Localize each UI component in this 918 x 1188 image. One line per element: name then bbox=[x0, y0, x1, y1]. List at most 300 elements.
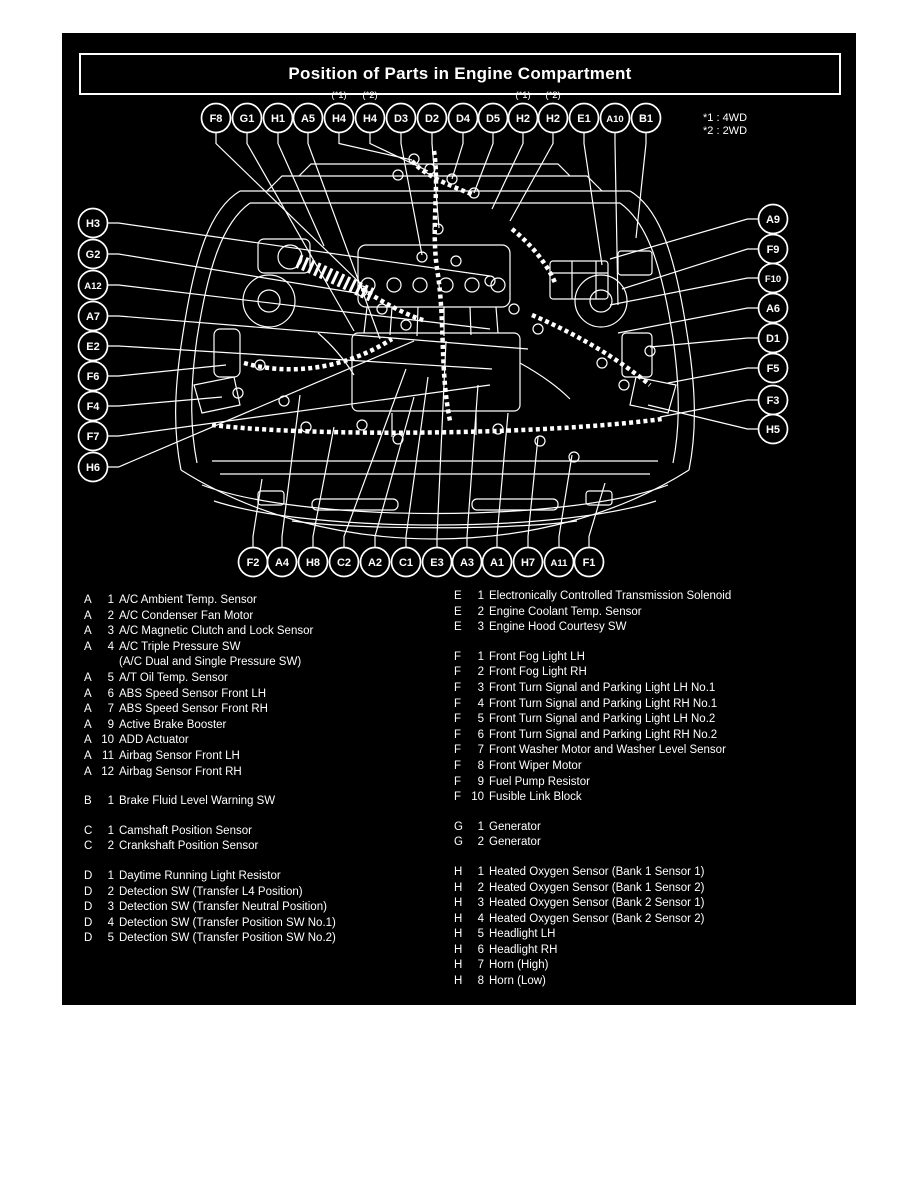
legend-code-number: 3 bbox=[107, 625, 114, 638]
legend-code-letter: A bbox=[84, 718, 92, 731]
callout-label: F6 bbox=[86, 370, 100, 383]
callout-label: E1 bbox=[577, 112, 591, 125]
legend-entry bbox=[84, 900, 446, 916]
callout-label: A4 bbox=[274, 556, 290, 569]
legend-code-letter: F bbox=[454, 713, 462, 726]
leader-line-d5 bbox=[474, 133, 493, 194]
callout-a5 bbox=[294, 104, 323, 133]
callout-label: H2 bbox=[515, 112, 531, 125]
legend-code-number: 5 bbox=[477, 713, 484, 726]
legend-code-letter: H bbox=[454, 865, 463, 878]
legend-code-number: 5 bbox=[107, 932, 114, 945]
legend-code-letter: F bbox=[454, 650, 462, 663]
legend-part-name: (A/C Dual and Single Pressure SW) bbox=[119, 656, 302, 669]
legend-part-name: Heated Oxygen Sensor (Bank 1 Sensor 2) bbox=[489, 881, 705, 894]
legend-code-number: 5 bbox=[477, 928, 484, 941]
legend-entry bbox=[454, 927, 846, 943]
legend-part-name: Horn (High) bbox=[489, 959, 549, 972]
leader-line-f5 bbox=[668, 368, 759, 383]
leader-line-f4 bbox=[108, 397, 223, 406]
legend-part-name: Crankshaft Position Sensor bbox=[119, 840, 259, 853]
legend-group-e bbox=[454, 589, 846, 636]
callout-variant-note: (*1) bbox=[331, 90, 347, 101]
leader-line-h2 bbox=[510, 133, 553, 222]
legend-code-letter bbox=[84, 655, 94, 671]
legend-code-number: 1 bbox=[477, 865, 484, 878]
legend-part-name: Airbag Sensor Front RH bbox=[119, 765, 242, 778]
callout-label: D3 bbox=[393, 112, 409, 125]
callout-h6 bbox=[79, 453, 108, 482]
leader-line-d1 bbox=[650, 338, 759, 347]
legend-code-number: 6 bbox=[107, 687, 114, 700]
callout-label: E3 bbox=[430, 556, 444, 569]
callout-c1 bbox=[392, 548, 421, 577]
callout-f3 bbox=[759, 386, 788, 415]
legend-part-name: ABS Speed Sensor Front RH bbox=[119, 703, 268, 716]
legend-part-name: A/C Magnetic Clutch and Lock Sensor bbox=[119, 625, 314, 638]
leader-line-a3 bbox=[467, 385, 478, 548]
note-2wd: *2 : 2WD bbox=[703, 125, 748, 137]
leader-line-e3 bbox=[437, 341, 446, 548]
legend-part-name: Heated Oxygen Sensor (Bank 2 Sensor 1) bbox=[489, 897, 705, 910]
legend-entry bbox=[454, 665, 846, 681]
legend-code-letter: E bbox=[454, 621, 462, 634]
legend-part-name: Front Turn Signal and Parking Light RH No.1 bbox=[489, 697, 718, 710]
legend-part-name: Generator bbox=[489, 836, 541, 849]
callout-label: F10 bbox=[764, 273, 782, 285]
legend-code-letter: F bbox=[454, 666, 462, 679]
legend-code-number: 8 bbox=[477, 975, 484, 988]
legend-code-number: 5 bbox=[107, 671, 114, 684]
callout-label: A2 bbox=[367, 556, 383, 569]
callout-a1 bbox=[483, 548, 512, 577]
legend-entry bbox=[454, 881, 846, 897]
leader-line-b1 bbox=[636, 133, 646, 239]
callout-label: C1 bbox=[398, 556, 414, 569]
legend-entry bbox=[84, 593, 446, 609]
legend-code-number: 1 bbox=[477, 590, 484, 602]
legend-code-number: 9 bbox=[107, 718, 114, 731]
leader-line-f10 bbox=[610, 278, 759, 305]
callout-h2 bbox=[509, 90, 538, 133]
legend-code-number: 7 bbox=[107, 703, 114, 716]
callout-d1 bbox=[759, 324, 788, 353]
legend-code-number: 12 bbox=[101, 765, 114, 778]
leader-line-a4 bbox=[282, 395, 300, 548]
legend-entry bbox=[84, 749, 446, 765]
legend-part-name: Headlight LH bbox=[489, 928, 556, 941]
callout-a4 bbox=[268, 548, 297, 577]
leader-line-d4 bbox=[452, 133, 463, 180]
legend-group-h bbox=[454, 865, 846, 990]
legend-code-letter: D bbox=[84, 916, 93, 929]
legend-code-number: 6 bbox=[477, 943, 484, 956]
legend-code-number: 4 bbox=[107, 640, 114, 653]
callout-h4 bbox=[356, 90, 385, 133]
leader-line-g2 bbox=[108, 254, 357, 293]
legend-code-letter: A bbox=[84, 703, 92, 716]
callout-label: A1 bbox=[489, 556, 505, 569]
callout-f7 bbox=[79, 422, 108, 451]
legend-part-name: Engine Coolant Temp. Sensor bbox=[489, 605, 642, 618]
callout-label: D4 bbox=[455, 112, 471, 125]
callout-label: A10 bbox=[606, 113, 624, 125]
callout-variant-note: (*1) bbox=[515, 90, 531, 101]
legend-code-number: 10 bbox=[471, 791, 484, 804]
legend-entry bbox=[84, 869, 446, 885]
legend-code-letter: A bbox=[84, 594, 92, 606]
legend-part-name: ADD Actuator bbox=[119, 734, 189, 747]
legend-code-letter: F bbox=[454, 791, 462, 804]
legend-code-number: 4 bbox=[477, 912, 484, 925]
legend-entry bbox=[84, 824, 446, 840]
callout-label: D5 bbox=[485, 112, 501, 125]
legend-part-name: ABS Speed Sensor Front LH bbox=[119, 687, 267, 700]
leader-line-c1 bbox=[406, 377, 428, 548]
legend-entry bbox=[454, 589, 846, 605]
legend-entry bbox=[84, 609, 446, 625]
callout-h7 bbox=[514, 548, 543, 577]
legend-entry bbox=[454, 820, 846, 836]
legend-entry bbox=[454, 896, 846, 912]
callout-d4 bbox=[449, 104, 478, 133]
legend-code-number: 2 bbox=[107, 609, 114, 622]
legend-code-letter: A bbox=[84, 749, 92, 762]
legend-code-letter: D bbox=[84, 932, 93, 945]
legend-part-name: Electronically Controlled Transmission Solenoid bbox=[489, 590, 732, 602]
legend-entry bbox=[84, 794, 446, 810]
legend-entry bbox=[454, 943, 846, 959]
legend-code-letter: A bbox=[84, 687, 92, 700]
legend-part-name: Detection SW (Transfer Position SW No.1) bbox=[119, 916, 336, 929]
page-title: Position of Parts in Engine Compartment bbox=[288, 64, 632, 83]
leader-line-f8 bbox=[216, 133, 362, 286]
callout-label: H4 bbox=[362, 112, 378, 125]
legend-part-name: A/C Condenser Fan Motor bbox=[119, 609, 254, 622]
legend-entry bbox=[454, 697, 846, 713]
callout-h5 bbox=[759, 415, 788, 444]
callout-label: A3 bbox=[459, 556, 475, 569]
callout-g2 bbox=[79, 240, 108, 269]
legend-code-number: 1 bbox=[107, 594, 114, 606]
legend-part-name: Airbag Sensor Front LH bbox=[119, 749, 240, 762]
legend-code-letter: H bbox=[454, 928, 463, 941]
callout-f5 bbox=[759, 354, 788, 383]
legend-code-letter: E bbox=[454, 605, 462, 618]
callout-label: H4 bbox=[331, 112, 347, 125]
legend-column-left bbox=[84, 593, 446, 961]
callout-d3 bbox=[387, 104, 416, 133]
leader-line-g1 bbox=[247, 133, 354, 332]
legend-part-name: Fusible Link Block bbox=[489, 791, 582, 804]
callout-label: D1 bbox=[765, 332, 781, 345]
callout-variant-note: (*2) bbox=[362, 90, 378, 101]
legend-code-number: 3 bbox=[477, 681, 484, 694]
legend-code-letter: A bbox=[84, 640, 92, 653]
leader-line-h2 bbox=[492, 133, 523, 210]
leader-line-d3 bbox=[401, 133, 422, 256]
legend-code-number: 4 bbox=[107, 916, 114, 929]
legend-code-number: 1 bbox=[107, 795, 114, 808]
legend-entry bbox=[84, 671, 446, 687]
callout-e2 bbox=[79, 332, 108, 361]
legend-entry bbox=[454, 620, 846, 636]
leader-line-h1 bbox=[278, 133, 324, 247]
legend-entry bbox=[454, 974, 846, 990]
callout-label: C2 bbox=[336, 556, 352, 569]
callout-h8 bbox=[299, 548, 328, 577]
legend-part-name: Detection SW (Transfer L4 Position) bbox=[119, 885, 303, 898]
legend-entry bbox=[454, 728, 846, 744]
callout-label: A12 bbox=[84, 280, 102, 292]
legend-entry bbox=[454, 958, 846, 974]
legend-code-number: 2 bbox=[107, 840, 114, 853]
callout-h4 bbox=[325, 90, 354, 133]
legend-entry bbox=[84, 624, 446, 640]
legend-part-name: Detection SW (Transfer Position SW No.2) bbox=[119, 932, 336, 945]
legend-part-name: Front Fog Light LH bbox=[489, 650, 585, 663]
callout-label: F1 bbox=[582, 556, 596, 569]
legend-code-number: 7 bbox=[477, 744, 484, 757]
note-4wd: *1 : 4WD bbox=[703, 112, 748, 124]
legend-code-number: 1 bbox=[107, 869, 114, 882]
legend-part-name: Front Turn Signal and Parking Light LH No.2 bbox=[489, 713, 716, 726]
legend-entry bbox=[454, 912, 846, 928]
legend-code-letter: A bbox=[84, 765, 92, 778]
legend-entry bbox=[84, 885, 446, 901]
legend-entry bbox=[84, 765, 446, 781]
leader-line-f3 bbox=[660, 400, 759, 417]
callout-f8 bbox=[202, 104, 231, 133]
legend-group-d bbox=[84, 869, 446, 947]
legend-code-number: 7 bbox=[477, 959, 484, 972]
legend-code-letter: H bbox=[454, 943, 463, 956]
callout-f4 bbox=[79, 392, 108, 421]
callout-a12 bbox=[79, 271, 108, 300]
callout-g1 bbox=[233, 104, 262, 133]
callout-f10 bbox=[759, 264, 788, 293]
legend-code-letter: H bbox=[454, 881, 463, 894]
leader-line-f2 bbox=[253, 479, 262, 548]
leader-line-a11 bbox=[559, 455, 572, 548]
legend-code-number: 11 bbox=[102, 749, 114, 762]
legend-code-number: 2 bbox=[477, 666, 484, 679]
legend-code-number bbox=[99, 655, 114, 671]
legend-part-name: Headlight RH bbox=[489, 943, 558, 956]
callout-label: H5 bbox=[765, 423, 781, 436]
legend-part-name: Horn (Low) bbox=[489, 975, 546, 988]
legend-code-number: 2 bbox=[477, 836, 484, 849]
legend-entry bbox=[84, 839, 446, 855]
legend-part-name: Front Washer Motor and Washer Level Sensor bbox=[489, 744, 726, 757]
legend-part-name: Heated Oxygen Sensor (Bank 1 Sensor 1) bbox=[489, 865, 705, 878]
legend-entry bbox=[454, 835, 846, 851]
legend-code-number: 4 bbox=[477, 697, 484, 710]
legend-entry bbox=[454, 681, 846, 697]
callout-label: F7 bbox=[86, 430, 100, 443]
legend-entry bbox=[454, 759, 846, 775]
callout-label: A5 bbox=[300, 112, 316, 125]
callout-label: B1 bbox=[638, 112, 654, 125]
callout-a3 bbox=[453, 548, 482, 577]
legend-code-letter: F bbox=[454, 744, 462, 757]
legend-entry bbox=[84, 733, 446, 749]
legend-part-name: Heated Oxygen Sensor (Bank 2 Sensor 2) bbox=[489, 912, 705, 925]
legend-code-number: 10 bbox=[101, 734, 114, 747]
legend-entry bbox=[84, 687, 446, 703]
legend-code-number: 6 bbox=[477, 728, 484, 741]
legend-code-number: 2 bbox=[477, 605, 484, 618]
callout-label: H3 bbox=[85, 217, 101, 230]
callout-label: H8 bbox=[305, 556, 321, 569]
legend-code-letter: H bbox=[454, 959, 463, 972]
legend-entry bbox=[454, 712, 846, 728]
callout-label: A6 bbox=[765, 302, 781, 315]
callout-label: F3 bbox=[766, 394, 780, 407]
legend-part-name: Detection SW (Transfer Neutral Position) bbox=[119, 901, 327, 914]
legend-part-name: Front Turn Signal and Parking Light LH No.1 bbox=[489, 681, 716, 694]
callout-c2 bbox=[330, 548, 359, 577]
callout-label: F8 bbox=[209, 112, 223, 125]
callout-a7 bbox=[79, 302, 108, 331]
legend-entry bbox=[84, 702, 446, 718]
callout-label: A7 bbox=[85, 310, 101, 323]
legend-code-letter: C bbox=[84, 824, 93, 837]
legend-code-number: 1 bbox=[477, 650, 484, 663]
callout-a11 bbox=[545, 548, 574, 577]
legend-code-letter: A bbox=[84, 609, 92, 622]
legend-part-name: Front Turn Signal and Parking Light RH No.2 bbox=[489, 728, 718, 741]
legend-group-g bbox=[454, 820, 846, 851]
legend-part-name: Fuel Pump Resistor bbox=[489, 775, 590, 788]
legend-entry bbox=[454, 790, 846, 806]
legend-code-letter: F bbox=[454, 775, 462, 788]
leader-line-e2 bbox=[108, 346, 493, 369]
legend-part-name: A/C Triple Pressure SW bbox=[119, 640, 241, 653]
legend-group-b bbox=[84, 794, 446, 810]
leader-line-e1 bbox=[584, 133, 602, 266]
legend-entry bbox=[454, 775, 846, 791]
legend-code-letter: D bbox=[84, 885, 93, 898]
callout-e1 bbox=[570, 104, 599, 133]
legend-entry bbox=[84, 931, 446, 947]
callout-label: G1 bbox=[239, 112, 255, 125]
legend-entry bbox=[84, 916, 446, 932]
legend-part-name: Camshaft Position Sensor bbox=[119, 824, 252, 837]
legend-part-name: A/T Oil Temp. Sensor bbox=[119, 671, 228, 684]
legend-code-letter: H bbox=[454, 975, 463, 988]
legend-part-name: Front Fog Light RH bbox=[489, 666, 587, 679]
callout-f2 bbox=[239, 548, 268, 577]
callout-label: F5 bbox=[766, 362, 780, 375]
callout-a2 bbox=[361, 548, 390, 577]
callout-label: E2 bbox=[86, 340, 100, 353]
callout-f6 bbox=[79, 362, 108, 391]
legend-part-name: Generator bbox=[489, 820, 541, 833]
callout-label: A9 bbox=[765, 213, 781, 226]
legend-code-letter: C bbox=[84, 840, 93, 853]
diagram-panel bbox=[62, 33, 856, 1005]
callout-e3 bbox=[423, 548, 452, 577]
callout-h1 bbox=[264, 104, 293, 133]
legend-part-name: A/C Ambient Temp. Sensor bbox=[119, 594, 257, 606]
legend-code-number: 1 bbox=[107, 824, 114, 837]
legend-entry bbox=[454, 865, 846, 881]
leader-line-f9 bbox=[622, 249, 759, 289]
legend-part-name: Active Brake Booster bbox=[119, 718, 227, 731]
legend-code-number: 3 bbox=[477, 621, 484, 634]
legend-code-letter: A bbox=[84, 734, 92, 747]
legend-code-letter: F bbox=[454, 697, 462, 710]
legend-group-f bbox=[454, 650, 846, 806]
legend-code-letter: A bbox=[84, 625, 92, 638]
legend-code-number: 8 bbox=[477, 759, 484, 772]
legend-code-letter: E bbox=[454, 590, 462, 602]
legend-code-number: 3 bbox=[477, 897, 484, 910]
callout-label: D2 bbox=[424, 112, 440, 125]
legend-code-letter: B bbox=[84, 795, 92, 808]
legend-entry bbox=[84, 655, 446, 671]
callout-label: G2 bbox=[85, 248, 101, 261]
legend-code-letter: F bbox=[454, 759, 462, 772]
legend-code-letter: G bbox=[454, 820, 463, 833]
callout-label: F9 bbox=[766, 243, 780, 256]
legend-group-a bbox=[84, 593, 446, 780]
callout-label: H6 bbox=[85, 461, 101, 474]
legend-code-letter: A bbox=[84, 671, 92, 684]
legend-code-number: 3 bbox=[107, 901, 114, 914]
leader-line-a6 bbox=[618, 308, 759, 333]
leader-lines bbox=[108, 133, 759, 548]
legend-code-number: 1 bbox=[477, 820, 484, 833]
legend-column-right bbox=[454, 589, 846, 1004]
legend-code-letter: D bbox=[84, 901, 93, 914]
callout-h3 bbox=[79, 209, 108, 238]
leader-line-h8 bbox=[313, 427, 334, 548]
legend-code-number: 2 bbox=[477, 881, 484, 894]
legend-part-name: Brake Fluid Level Warning SW bbox=[119, 795, 276, 808]
legend-entry bbox=[454, 605, 846, 621]
legend-code-letter: G bbox=[454, 836, 463, 849]
callout-label: H7 bbox=[520, 556, 536, 569]
legend-code-letter: D bbox=[84, 869, 93, 882]
legend-entry bbox=[454, 650, 846, 666]
callout-h2 bbox=[539, 90, 568, 133]
callout-d5 bbox=[479, 104, 508, 133]
callout-label: H1 bbox=[270, 112, 286, 125]
callout-f1 bbox=[575, 548, 604, 577]
callout-a10 bbox=[601, 104, 630, 133]
callout-f9 bbox=[759, 235, 788, 264]
legend-code-letter: F bbox=[454, 728, 462, 741]
legend-entry bbox=[84, 718, 446, 734]
legend-entry bbox=[454, 743, 846, 759]
callout-b1 bbox=[632, 104, 661, 133]
legend-part-name: Engine Hood Courtesy SW bbox=[489, 621, 627, 634]
callout-d2 bbox=[418, 104, 447, 133]
legend-code-number: 2 bbox=[107, 885, 114, 898]
legend-group-c bbox=[84, 824, 446, 855]
callout-label: F4 bbox=[86, 400, 100, 413]
leader-line-f6 bbox=[108, 365, 227, 376]
legend-code-number: 9 bbox=[477, 775, 484, 788]
callout-label: A11 bbox=[550, 557, 568, 569]
legend-part-name: Front Wiper Motor bbox=[489, 759, 582, 772]
callout-a9 bbox=[759, 205, 788, 234]
legend-code-letter: H bbox=[454, 897, 463, 910]
callout-label: F2 bbox=[246, 556, 260, 569]
callout-label: H2 bbox=[545, 112, 561, 125]
